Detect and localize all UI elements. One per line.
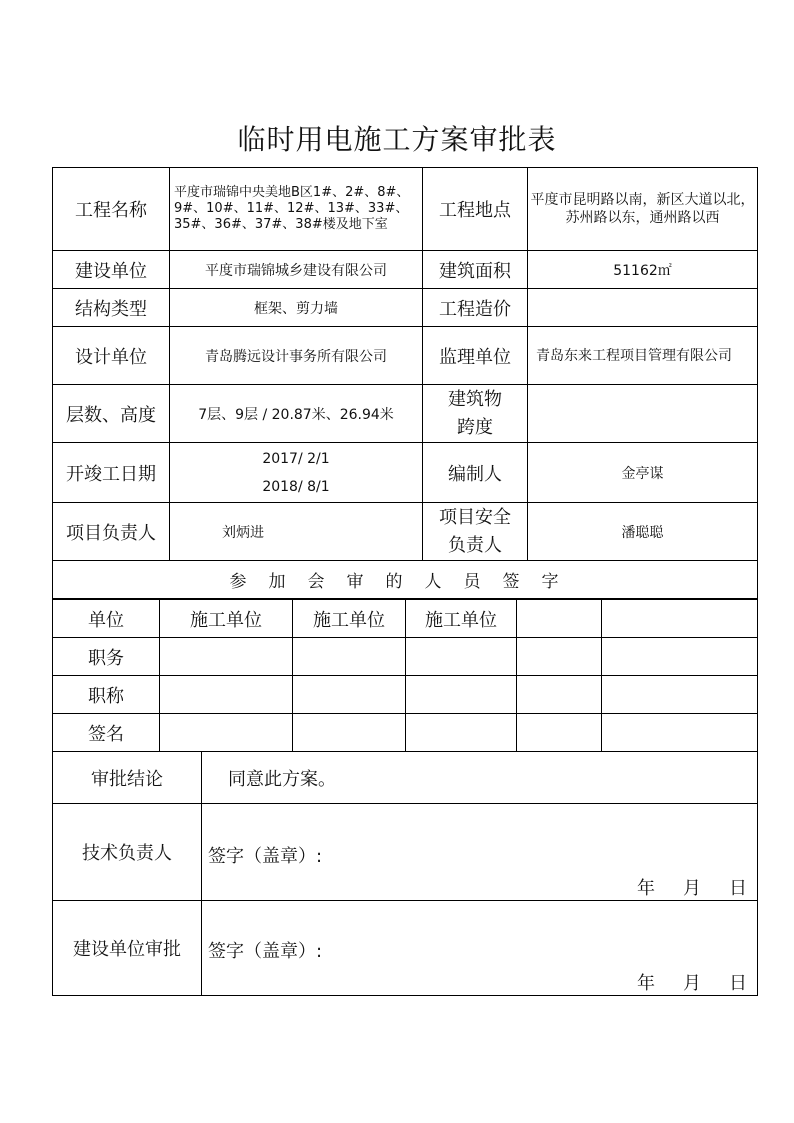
manager-value: 刘炳进 [170,503,423,561]
dates-label: 开竣工日期 [53,443,170,503]
area-value: 51162㎡ [528,251,758,289]
review-unit-1: 施工单位 [160,600,293,638]
review-row-title: 职称 [53,676,160,714]
review-cell [602,676,758,714]
span-label-line1: 建筑物 [448,388,502,410]
review-unit-2: 施工单位 [293,600,406,638]
project-location-value: 平度市昆明路以南，新区大道以北，苏州路以东，通州路以西 [528,168,758,251]
review-cell [406,714,517,752]
review-cell [602,714,758,752]
date-month: 月 [683,973,701,994]
review-unit-5 [602,600,758,638]
review-cell [160,676,293,714]
review-row-position: 职务 [53,638,160,676]
manager-label: 项目负责人 [53,503,170,561]
tech-lead-date [202,874,757,900]
floors-value: 7层、9层 / 20.87米、26.94米 [170,385,423,443]
cost-value [528,289,758,327]
review-heading: 参加会审的人员签字 [53,561,758,599]
review-unit-3: 施工单位 [406,600,517,638]
editor-value: 金亭谋 [528,443,758,503]
approval-table [52,751,758,996]
supervisor-value: 青岛东来工程项目管理有限公司 [528,327,758,385]
design-label: 设计单位 [53,327,170,385]
review-cell [293,676,406,714]
review-cell [517,714,602,752]
structure-value: 框架、剪力墙 [170,289,423,327]
safety-value: 潘聪聪 [528,503,758,561]
cost-label: 工程造价 [423,289,528,327]
safety-label-line2: 负责人 [448,534,502,556]
builder-approval-sign-cell [202,901,758,996]
review-unit-4 [517,600,602,638]
tech-lead-label: 技术负责人 [53,804,202,901]
review-cell [160,714,293,752]
page-title: 临时用电施工方案审批表 [237,123,557,156]
date-year: 年 [637,973,655,994]
review-cell [517,676,602,714]
project-name-value: 平度市瑞锦中央美地B区1#、2#、8#、9#、10#、11#、12#、13#、33#、35#、36#、37#、38#楼及地下室 [170,168,423,251]
editor-label: 编制人 [423,443,528,503]
builder-label: 建设单位 [53,251,170,289]
builder-approval-sign-label: 签字（盖章）: [208,941,323,962]
review-cell [293,714,406,752]
conclusion-value: 同意此方案。 [202,752,758,804]
builder-approval-date [202,969,757,995]
conclusion-label: 审批结论 [53,752,202,804]
review-row-sign: 签名 [53,714,160,752]
start-date: 2017/ 2/1 [262,450,330,467]
span-label [423,385,528,443]
review-cell [406,676,517,714]
design-value: 青岛腾远设计事务所有限公司 [170,327,423,385]
review-cell [293,638,406,676]
builder-value: 平度市瑞锦城乡建设有限公司 [170,251,423,289]
date-day: 日 [729,878,747,899]
date-year: 年 [637,878,655,899]
date-month: 月 [683,878,701,899]
tech-lead-sign-label: 签字（盖章）: [208,846,323,867]
span-label-line2: 跨度 [457,416,493,438]
safety-label-line1: 项目安全 [439,506,511,528]
supervisor-label: 监理单位 [423,327,528,385]
span-value [528,385,758,443]
builder-approval-label: 建设单位审批 [53,901,202,996]
structure-label: 结构类型 [53,289,170,327]
review-cell [517,638,602,676]
project-info-table [52,167,758,599]
date-day: 日 [729,973,747,994]
dates-value [170,443,423,503]
review-table [52,599,758,752]
project-name-label: 工程名称 [53,168,170,251]
tech-lead-sign-cell [202,804,758,901]
area-label: 建筑面积 [423,251,528,289]
end-date: 2018/ 8/1 [262,478,330,495]
floors-label: 层数、高度 [53,385,170,443]
project-location-label: 工程地点 [423,168,528,251]
review-cell [160,638,293,676]
review-row-unit: 单位 [53,600,160,638]
review-cell [602,638,758,676]
safety-label [423,503,528,561]
review-cell [406,638,517,676]
